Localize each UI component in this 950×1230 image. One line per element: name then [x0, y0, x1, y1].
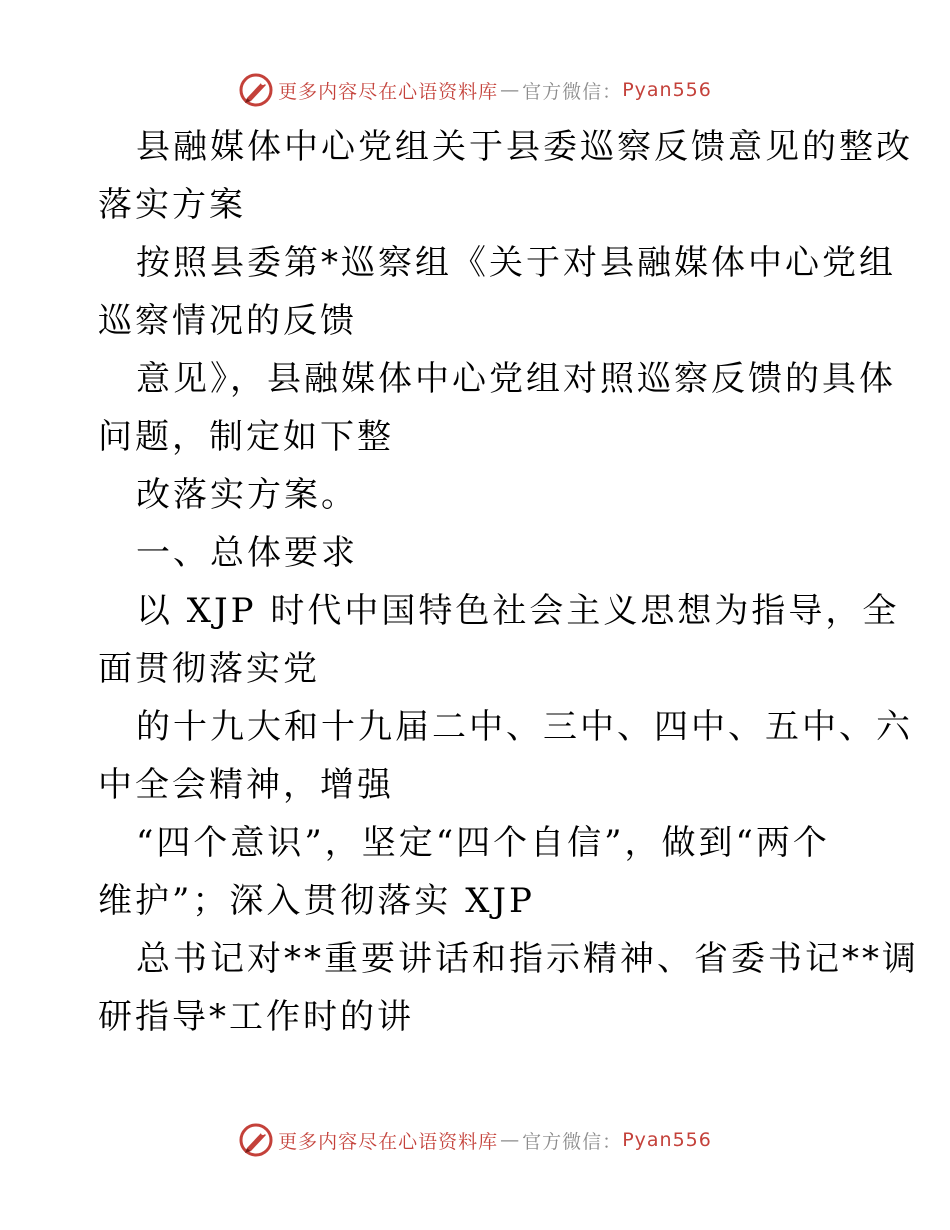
- banner-separator: —: [500, 79, 521, 101]
- banner-wechat-id: Pyan556: [622, 1129, 712, 1151]
- banner-wechat-id: Pyan556: [622, 79, 712, 101]
- doc-title-line-2: 落实方案: [98, 185, 246, 225]
- doc-line: 中全会精神，增强: [98, 765, 394, 805]
- doc-line: 巡察情况的反馈: [98, 301, 357, 341]
- doc-line: 研指导*工作时的讲: [98, 997, 414, 1037]
- section-heading: 一、总体要求: [136, 533, 358, 573]
- pen-logo-icon: [238, 1122, 274, 1158]
- doc-line: 总书记对**重要讲话和指示精神、省委书记**调: [136, 939, 919, 979]
- doc-line: 维护”；深入贯彻落实 XJP: [98, 881, 535, 921]
- banner-site-text: 更多内容尽在心语资料库: [278, 1130, 499, 1153]
- doc-title-line-1: 县融媒体中心党组关于县委巡察反馈意见的整改: [136, 127, 913, 167]
- banner-site-text: 更多内容尽在心语资料库: [278, 80, 499, 103]
- doc-line: 改落实方案。: [136, 475, 358, 515]
- document-body: [98, 118, 919, 1046]
- header-banner: [0, 70, 950, 110]
- doc-line: 按照县委第*巡察组《关于对县融媒体中心党组: [136, 243, 896, 283]
- doc-line: 问题，制定如下整: [98, 417, 394, 457]
- doc-line: “四个意识”，坚定“四个自信”，做到“两个: [136, 823, 830, 863]
- banner-wechat-label: 官方微信：: [522, 1130, 623, 1153]
- pen-logo-icon: [238, 72, 274, 108]
- footer-banner: [0, 1120, 950, 1160]
- banner-wechat-label: 官方微信：: [522, 80, 623, 103]
- doc-line: 的十九大和十九届二中、三中、四中、五中、六: [136, 707, 913, 747]
- doc-line: 面贯彻落实党: [98, 649, 320, 689]
- banner-separator: —: [500, 1129, 521, 1151]
- doc-line: 意见》，县融媒体中心党组对照巡察反馈的具体: [136, 359, 896, 399]
- doc-line: 以 XJP 时代中国特色社会主义思想为指导，全: [136, 591, 900, 631]
